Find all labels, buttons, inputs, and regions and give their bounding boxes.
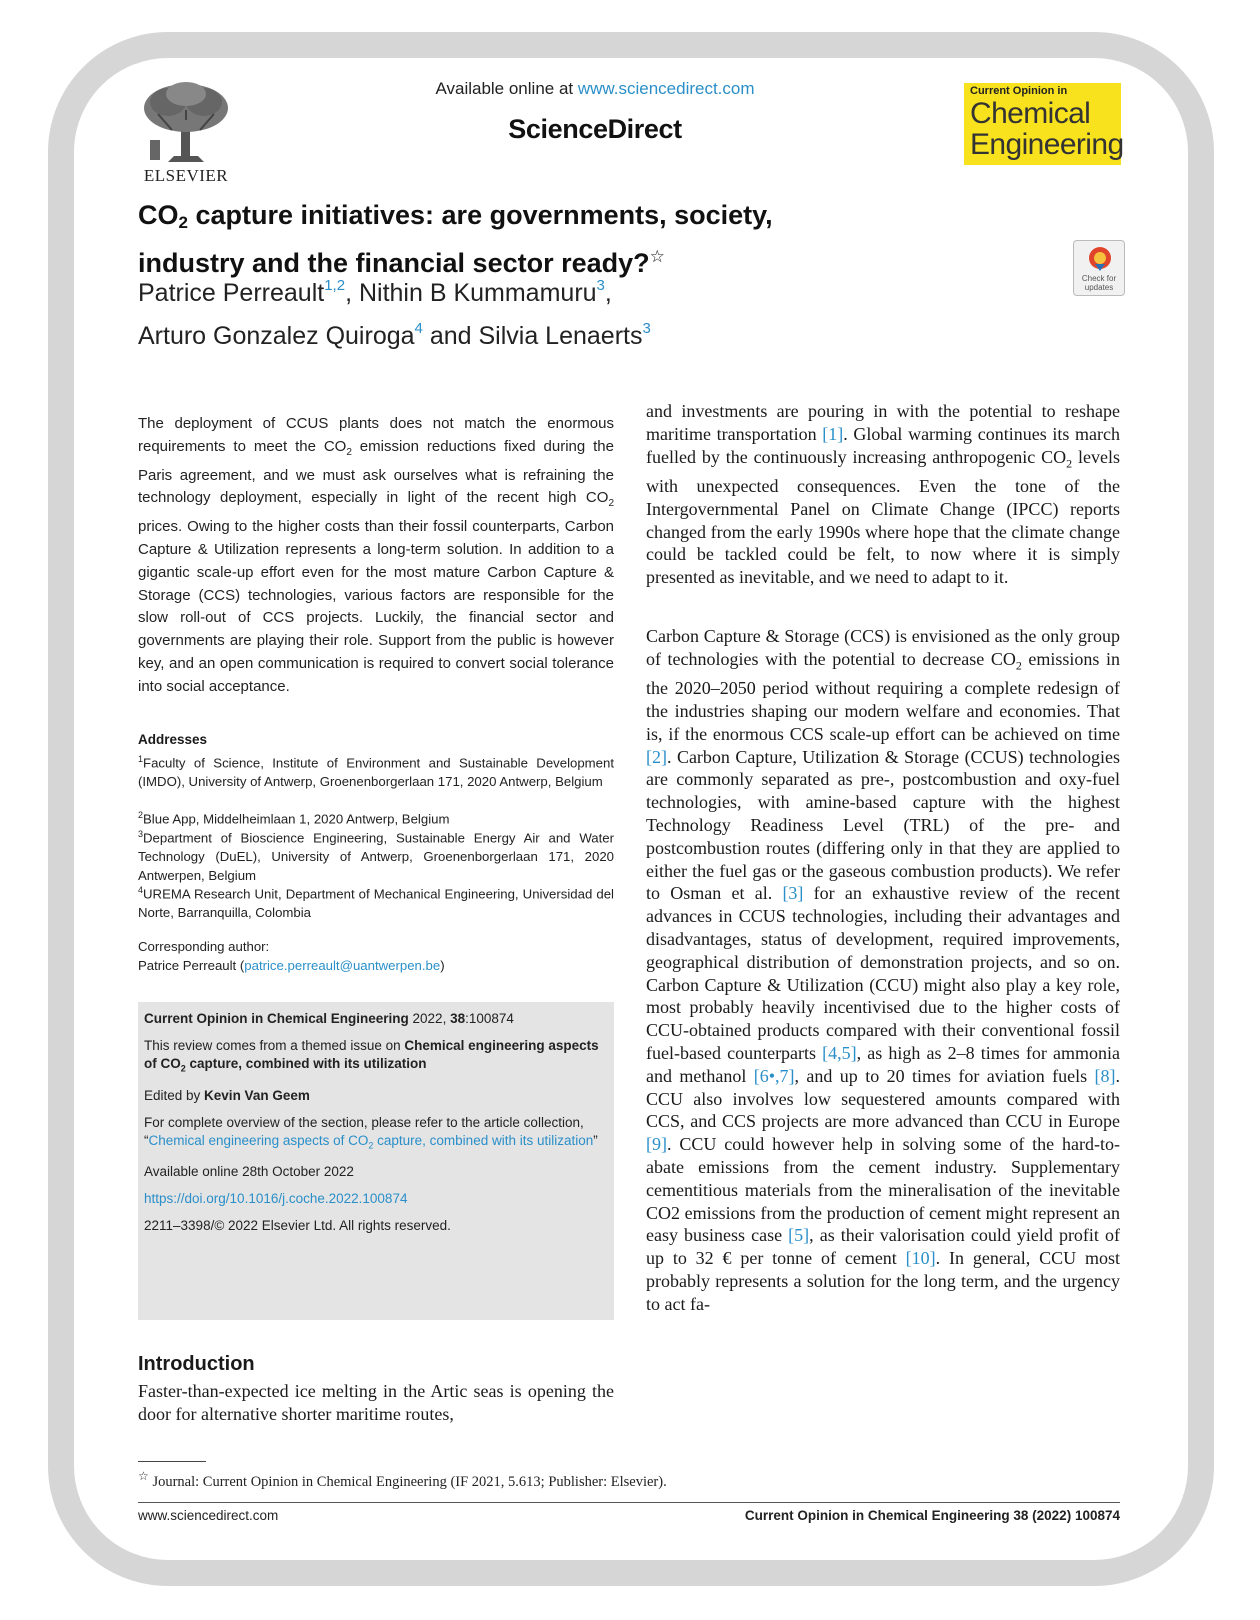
journal-badge-line1: Chemical [970,97,1091,130]
sciencedirect-link[interactable]: www.sciencedirect.com [577,79,755,98]
elsevier-tree-logo [138,80,234,180]
check-updates-line1: Check for [1081,274,1117,283]
reference-link[interactable]: [3] [782,883,804,904]
journal-badge-small: Current Opinion in [970,85,1068,97]
address-item: $^1$Faculty of Science, Institute of Environment and Sustainable Development (IMDO), University of Antwerp, Groenenborgerlaan 171, 2020 Antwerp, Belgium [138,754,614,789]
check-for-updates-button[interactable] [1073,240,1125,296]
reference-link[interactable]: [10] [905,1248,936,1269]
reference-link[interactable]: [1] [822,423,844,444]
address-item: $^4$UREMA Research Unit, Department of Mechanical Engineering, Universidad del Norte, Barranquilla, Colombia [138,885,614,920]
available-online: Available online at www.sciencedirect.com [435,79,755,98]
article-info-box [138,1002,614,1320]
check-updates-line2: updates [1084,283,1114,292]
footer-rule [138,1502,1120,1503]
author-email-link[interactable]: patrice.perreault@uantwerpen.be [244,958,441,973]
address-item: $^2$Blue App, Middelheimlaan 1, 2020 Antwerp, Belgium [138,810,450,827]
footnote: ☆ Journal: Current Opinion in Chemical Engineering (IF 2021, 5.613; Publisher: Elsevier). [138,1469,667,1490]
body-paragraph: and investments are pouring in with the potential to reshape maritime transportation [1]. Global warming continues its march fuelled by the continuously increasing anthropogenic $CO_2$ levels with unexpected consequences. Even the tone of the Intergovernmental Panel on Climate Change (IPCC) reports changed from the early 1990s where hope that the climate change could be tackled could be felt, to now where it is simply presented as inevitable, and we need to adapt to it. [646,401,1120,588]
copyright: 2211–3398/© 2022 Elsevier Ltd. All rights reserved. [144,1218,451,1234]
doi-link[interactable]: https://doi.org/10.1016/j.coche.2022.100874 [144,1191,408,1207]
author-list: Patrice Perreault$^{1,2}$, Nithin B Kummamuru$^3$, Arturo Gonzalez Quiroga$^4$ and Silvia Lenaerts$^3$ [138,277,651,350]
footer-citation: Current Opinion in Chemical Engineering 38 (2022) 100874 [744,1508,1120,1523]
reference-link[interactable]: [6•,7] [753,1065,795,1086]
author-affiliation[interactable]: 4 [414,320,423,337]
journal-badge-line2: Engineering [970,128,1124,161]
check-updates-icon [1088,246,1112,272]
author-name: Arturo Gonzalez Quiroga [138,322,415,350]
corresponding-author: Corresponding author: Patrice Perreault (patrice.perreault@uantwerpen.be) [138,939,445,973]
introduction-heading: Introduction [138,1353,255,1375]
title-footnote-star[interactable]: ☆ [649,247,665,266]
reference-link[interactable]: [4,5] [822,1042,857,1063]
citation-line: Current Opinion in Chemical Engineering 2022, 38:100874 [144,1011,514,1026]
reference-link[interactable]: [5] [788,1225,810,1246]
author-name: Patrice Perreault [138,279,325,307]
author-name: Silvia Lenaerts [478,322,643,350]
abstract: The deployment of CCUS plants does not match the enormous requirements to meet the $CO_2$ emission reductions fixed during the Paris agreement, and we must ask ourselves what is refraining the technology deployment, especially in light of the recent high $CO_2$ prices. Owing to the higher costs than their fossil counterparts, Carbon Capture & Utilization represents a long-term solution. In addition to a gigantic scale-up effort even for the most mature Carbon Capture & Storage (CCS) technologies, various factors are responsible for the slow roll-out of CCS projects. Luckily, the financial sector and governments are playing their role. Support from the public is however key, and an open communication is required to convert social tolerance into social acceptance. [138,415,614,695]
author-name: Nithin B Kummamuru [358,279,597,307]
sciencedirect-wordmark: ScienceDirect [508,114,682,144]
themed-issue: This review comes from a themed issue on Chemical engineering aspects of $CO_2$ capture, combined with its utilization [144,1038,599,1074]
available-date: Available online 28th October 2022 [144,1164,354,1180]
author-affiliation[interactable]: 3 [642,320,651,337]
address-item: $^3$Department of Bioscience Engineering, Sustainable Energy Air and Water Technology (DuEL), University of Antwerp, Groenenborgerlaan 171, 2020 Antwerpen, Belgium [138,829,614,883]
body-paragraph: Carbon Capture & Storage (CCS) is envisioned as the only group of technologies with the potential to decrease $CO_2$ emissions in the 2020–2050 period without requiring a complete redesign of the industries shaping our modern welfare and economies. That is, if the enormous CCS scale-up effort can be achieved on time [2]. Carbon Capture, Utilization & Storage (CCUS) technologies are commonly separated as pre-, postcombustion and oxy-fuel technologies, with amine-based capture with the highest Technology Readiness Level (TRL) of the pre- and postcombustion routes (differing only in that they are applied to either the fuel gas or the gaseous combustion products). We refer to Osman et al. [3] for an exhaustive review of the recent advances in CCUS technologies, including their advantages and disadvantages, status of development, required improvements, geographical distribution of demonstration projects, and so on. Carbon Capture & Utilization (CCU) might also play a key role, most probably heavily incentivised due to the higher costs of CCU-obtained products compared with their conventional fossil fuel-based counterparts [4,5], as high as 2–8 times for ammonia and methanol [6•,7], and up to 20 times for aviation fuels [8]. CCU also involves low sequestered amounts compared with CCS, and CCS projects are more advanced than CCU in Europe [9]. CCU could however help in solving some of the hard-to-abate emissions from the cement industry. Supplementary cementitious materials from the mineralisation of the inevitable CO2 emissions from the production of cement might represent an easy business case [5], as their valorisation could yield profit of up to 32 € per tonne of cement [10]. In general, CCU most probably represents a solution for the long term, and the urgency to act fa- [646,626,1120,1314]
journal-cover-badge [964,83,1124,165]
edited-by: Edited by Kevin Van Geem [144,1087,310,1103]
introduction-text: Faster-than-expected ice melting in the Artic seas is opening the door for alternative shorter maritime routes, [138,1381,614,1424]
addresses-heading: Addresses [138,732,208,747]
footer-website[interactable]: www.sciencedirect.com [138,1508,279,1523]
author-affiliation[interactable]: 1,2 [324,277,346,294]
author-affiliation[interactable]: 3 [596,277,605,294]
reference-link[interactable]: [8] [1094,1065,1116,1086]
collection-overview: For complete overview of the section, please refer to the article collection, “Chemical engineering aspects of $CO_2$ capture, combined with its utilization” [144,1114,598,1151]
reference-link[interactable]: [9] [646,1134,667,1155]
article-title: $CO_2$ capture initiatives: are governments, society, industry and the financial sector ready?☆ [138,200,773,278]
reference-link[interactable]: [2] [646,746,667,767]
footnote-rule [138,1461,206,1462]
publisher-name: ELSEVIER [143,166,229,185]
collection-link[interactable]: Chemical engineering aspects of $CO_2$ capture, combined with its utilization [148,1132,594,1151]
